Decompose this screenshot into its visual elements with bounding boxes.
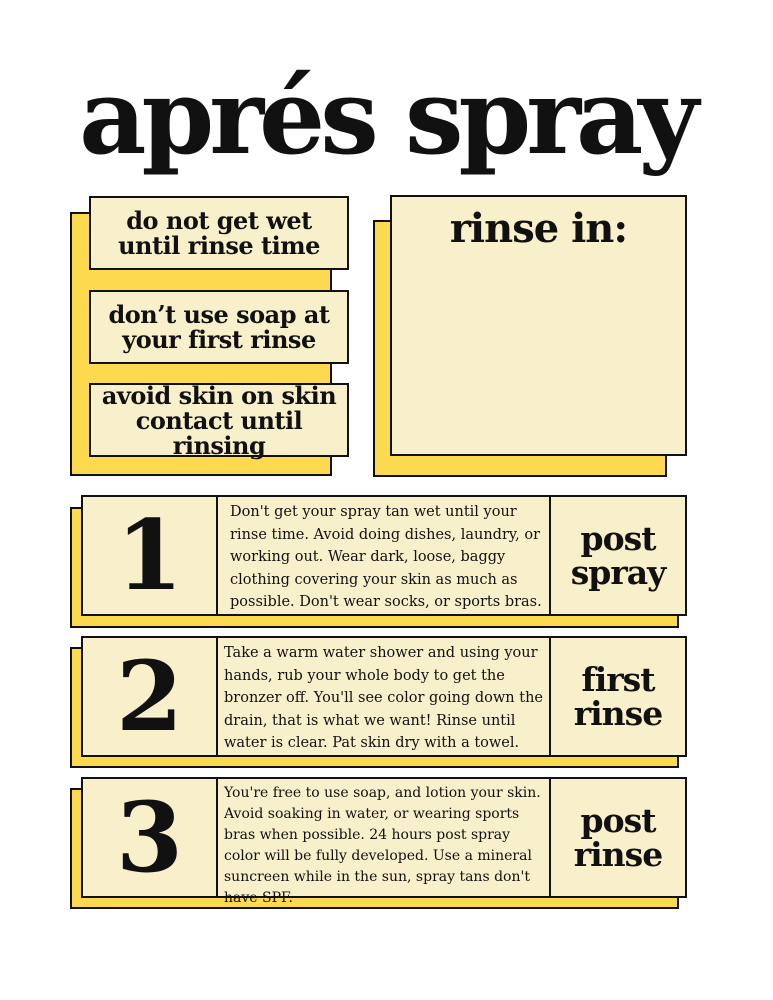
step-3-text: You're free to use soap, and lotion your skin. Avoid soaking in water, or wearing sports bras when possible. 24 hours post spray color will be fully developed. Use a mineral suncreen while in the sun, spray tans don't have SPF. [218,779,551,896]
rinse-in-box [390,195,687,456]
rinse-in-heading: rinse in: [449,205,628,252]
tip-no-skin-contact: avoid skin on skin contact until rinsing [89,383,349,457]
page-title: aprés spray [79,55,694,178]
step-2-text: Take a warm water shower and using your hands, rub your whole body to get the bronzer off. You'll see color going down the drain, that is what we want! Rinse until water is clear. Pat skin dry with a towel. [218,638,551,755]
step-3-label: post rinse [573,800,663,874]
step-1-text: Don't get your spray tan wet until your rinse time. Avoid doing dishes, laundry, or working out. Wear dark, loose, baggy clothing covering your skin as much as possible. Don't wear socks, or sports bras. [218,497,551,614]
step-3-number: 3 [83,779,218,896]
step-2-row [81,636,687,757]
step-2-number: 2 [83,638,218,755]
step-1-row [81,495,687,616]
step-3-row [81,777,687,906]
step-1-label: post spray [570,518,666,592]
step-2-label: first rinse [573,659,663,733]
tip-no-wet: do not get wet until rinse time [89,196,349,270]
tip-no-soap: don’t use soap at your first rinse [89,290,349,364]
step-1-number: 1 [83,497,218,614]
